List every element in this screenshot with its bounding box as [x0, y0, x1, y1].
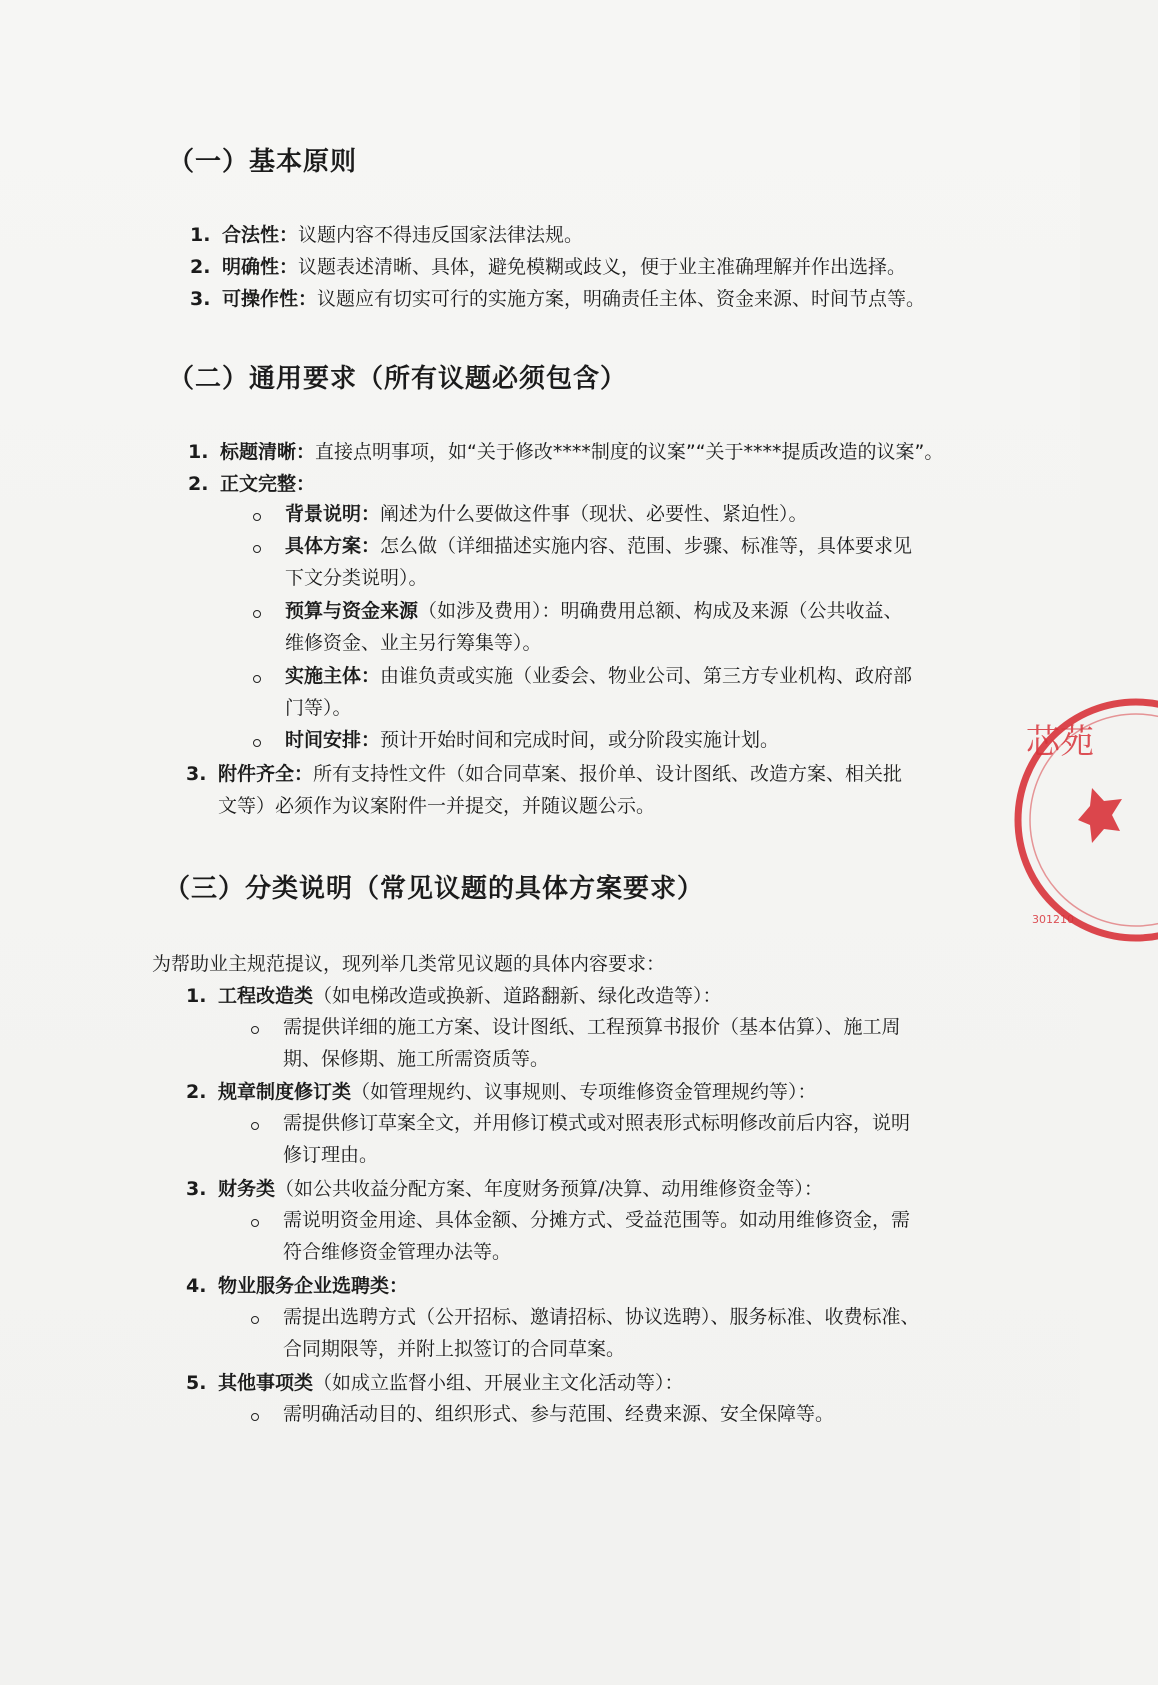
sub-item: 需提供修订草案全文，并用修订模式或对照表形式标明修改前后内容，说明: [283, 1112, 911, 1134]
item-term: 明确性：: [222, 256, 299, 278]
item-number: 1.: [190, 224, 211, 246]
item-text: 议题表述清晰、具体，避免模糊或歧义，便于业主准确理解并作出选择。: [298, 256, 907, 278]
sub-item: 需提供详细的施工方案、设计图纸、工程预算书报价（基本估算）、施工周: [283, 1016, 901, 1038]
red-seal-stamp: [1008, 695, 1158, 945]
sub-item-continuation: 符合维修资金管理办法等。: [283, 1241, 512, 1263]
sub-term: 背景说明：: [285, 503, 381, 525]
item-number: 3.: [190, 288, 211, 310]
item-term: 物业服务企业选聘类：: [218, 1275, 409, 1297]
item-term: 工程改造类: [218, 985, 314, 1007]
sub-text: 阐述为什么要做这件事（现状、必要性、紧迫性）。: [380, 503, 808, 525]
sub-item: [285, 731, 779, 750]
item-number: 3.: [186, 1178, 207, 1200]
sub-text: 预计开始时间和完成时间，或分阶段实施计划。: [380, 729, 780, 751]
item-number: 2.: [188, 473, 209, 495]
item-text: 所有支持性文件（如合同草案、报价单、设计图纸、改造方案、相关批: [313, 763, 903, 785]
item-text: 直接点明事项，如“关于修改****制度的议案”“关于****提质改造的议案”。: [315, 441, 944, 463]
item-term: 正文完整：: [220, 473, 316, 495]
bullet-icon: [253, 675, 261, 683]
sub-term: 时间安排：: [285, 729, 381, 751]
list-item: [222, 290, 925, 309]
bullet-icon: [251, 1413, 259, 1421]
list-item: [218, 765, 902, 784]
item-text: （如管理规约、议事规则、专项维修资金管理规约等）：: [351, 1081, 817, 1103]
list-item: [222, 258, 906, 277]
list-item: [220, 443, 943, 462]
sub-text: （如涉及费用）：明确费用总额、构成及来源（公共收益、: [418, 600, 903, 622]
item-text: （如公共收益分配方案、年度财务预算/决算、动用维修资金等）：: [275, 1178, 823, 1200]
sub-text: 由谁负责或实施（业委会、物业公司、第三方专业机构、政府部: [380, 665, 913, 687]
sub-term: 实施主体：: [285, 665, 381, 687]
sub-item-continuation: 修订理由。: [283, 1144, 379, 1166]
section-title-general: （二）通用要求（所有议题必须包含）: [168, 364, 628, 394]
sub-term: 预算与资金来源: [285, 600, 419, 622]
seal-star-icon: [1078, 788, 1122, 843]
sub-item: 需说明资金用途、具体金额、分摊方式、受益范围等。如动用维修资金，需: [283, 1209, 911, 1231]
bullet-icon: [251, 1219, 259, 1227]
item-term: 标题清晰：: [220, 441, 316, 463]
list-item: [218, 1180, 823, 1199]
item-term: 规章制度修订类: [218, 1081, 352, 1103]
item-text: （如电梯改造或换新、道路翻新、绿化改造等）：: [313, 985, 722, 1007]
bullet-icon: [253, 513, 261, 521]
sub-item-continuation: 门等）。: [285, 697, 352, 719]
sub-item: [285, 667, 912, 686]
section-title-categories: （三）分类说明（常见议题的具体方案要求）: [164, 874, 705, 904]
sub-item: [285, 537, 912, 556]
section-title-principles: （一）基本原则: [168, 147, 358, 177]
list-item: [218, 1277, 408, 1296]
item-number: 5.: [186, 1372, 207, 1394]
item-term: 合法性：: [222, 224, 299, 246]
sub-item: 需提出选聘方式（公开招标、邀请招标、协议选聘）、服务标准、收费标准、: [283, 1306, 920, 1328]
list-item-continuation: 文等）必须作为议案附件一并提交，并随议题公示。: [218, 795, 656, 817]
item-number: 4.: [186, 1275, 207, 1297]
sub-text: 怎么做（详细描述实施内容、范围、步骤、标准等，具体要求见: [380, 535, 913, 557]
item-text: 议题应有切实可行的实施方案，明确责任主体、资金来源、时间节点等。: [317, 288, 926, 310]
bullet-icon: [253, 610, 261, 618]
item-number: 3.: [186, 763, 207, 785]
bullet-icon: [251, 1122, 259, 1130]
sub-item-continuation: 维修资金、业主另行筹集等）。: [285, 632, 542, 654]
list-item: [220, 475, 315, 494]
list-item: [218, 1374, 684, 1393]
item-term: 附件齐全：: [218, 763, 314, 785]
item-number: 1.: [186, 985, 207, 1007]
bullet-icon: [253, 545, 261, 553]
list-item: [218, 987, 722, 1006]
item-number: 2.: [186, 1081, 207, 1103]
bullet-icon: [251, 1316, 259, 1324]
sub-item: [285, 602, 903, 621]
list-item: [222, 226, 583, 245]
item-term: 财务类: [218, 1178, 276, 1200]
item-term: 可操作性：: [222, 288, 318, 310]
item-text: 议题内容不得违反国家法律法规。: [298, 224, 584, 246]
sub-item: 需明确活动目的、组织形式、参与范围、经费来源、安全保障等。: [283, 1403, 835, 1425]
list-item: [218, 1083, 817, 1102]
item-number: 2.: [190, 256, 211, 278]
seal-text: 芯苑: [1026, 722, 1094, 762]
bullet-icon: [253, 739, 261, 747]
seal-number: 301210: [1032, 913, 1074, 926]
sub-item-continuation: 合同期限等，并附上拟签订的合同草案。: [283, 1338, 626, 1360]
sub-item: [285, 505, 808, 524]
bullet-icon: [251, 1026, 259, 1034]
sub-item-continuation: 期、保修期、施工所需资质等。: [283, 1048, 550, 1070]
item-term: 其他事项类: [218, 1372, 314, 1394]
item-text: （如成立监督小组、开展业主文化活动等）：: [313, 1372, 684, 1394]
intro-text: 为帮助业主规范提议，现列举几类常见议题的具体内容要求：: [152, 953, 666, 975]
sub-item-continuation: 下文分类说明）。: [285, 567, 428, 589]
sub-term: 具体方案：: [285, 535, 381, 557]
item-number: 1.: [188, 441, 209, 463]
